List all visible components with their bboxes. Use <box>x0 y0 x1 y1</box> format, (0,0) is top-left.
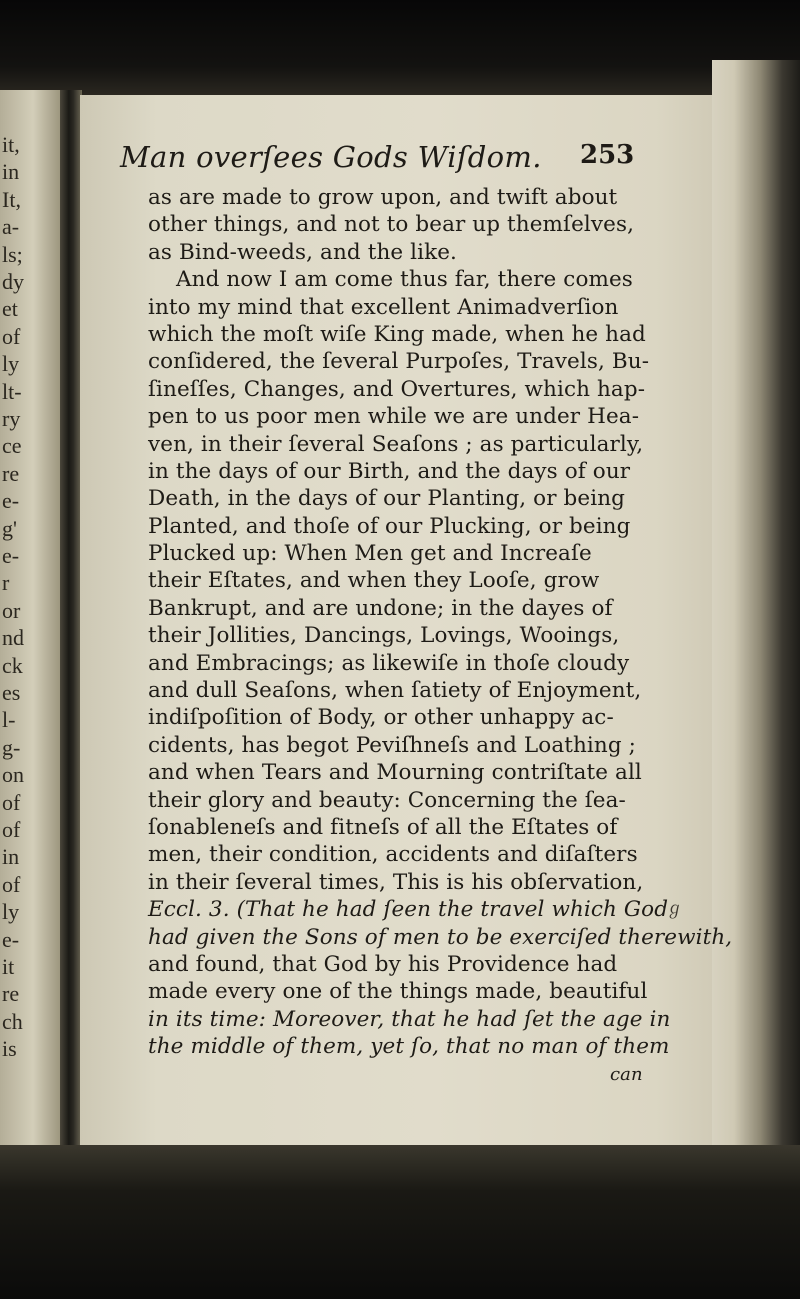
text-line: conſidered, the ſeveral Purpoſes, Travels, Bu- <box>148 349 650 375</box>
facing-page-fragment: e- <box>2 543 20 568</box>
text-line: in the days of our Birth, and the days of our <box>148 458 631 484</box>
margin-mark: ℊ <box>666 899 683 918</box>
facing-page-fragment: r <box>2 570 10 596</box>
text-line: and found, that God by his Providence had <box>148 951 618 977</box>
facing-page-fragment: ch <box>2 1008 23 1034</box>
text-line: their glory and beauty: Concerning the ſea- <box>148 787 626 813</box>
body-text <box>148 184 733 1088</box>
facing-page-fragment: ly <box>2 351 20 377</box>
text-line: Death, in the days of our Planting, or being <box>148 486 626 512</box>
facing-page-fragment: nd <box>2 625 24 651</box>
text-line: Bankrupt, and are undone; in the dayes of <box>148 595 613 621</box>
text-line: and when Tears and Mourning contriſtate all <box>148 760 642 786</box>
text-line: Planted, and thoſe of our Plucking, or being <box>148 513 631 539</box>
facing-page-fragment: ck <box>2 652 23 678</box>
text-line: other things, and not to bear up themſelves, <box>148 212 635 238</box>
facing-page-fragment: dy <box>2 269 24 294</box>
running-header <box>120 140 700 180</box>
text-line: ſineſſes, Changes, and Overtures, which hap- <box>148 376 646 402</box>
text-line: into my mind that excellent Animadverſion <box>148 294 619 320</box>
text-line: men, their condition, accidents and diſaſters <box>148 842 638 868</box>
facing-page-fragment: et <box>2 296 18 322</box>
facing-page-fragment: e- <box>2 926 20 952</box>
facing-page-fragment: it, <box>2 132 20 157</box>
facing-page-fragment: e- <box>2 488 20 514</box>
facing-page-fragment: of <box>2 789 21 815</box>
text-line: pen to us poor men while we are under Hea- <box>148 404 640 430</box>
facing-page-fragment: g- <box>2 734 21 760</box>
facing-page-fragment: it <box>2 954 15 979</box>
text-line: in its time: Moreover, that he had ſet the age in <box>148 1006 671 1032</box>
text-line: and dull Seaſons, when ſatiety of Enjoyment, <box>148 678 642 704</box>
facing-page-fragment: of <box>2 323 21 349</box>
text-line: indiſpoſition of Body, or other unhappy ac- <box>148 705 614 731</box>
facing-page-fragment: in <box>2 159 20 185</box>
facing-page-fragment: g' <box>2 515 17 541</box>
running-title: Man overſees Gods Wiſdom. <box>120 140 542 174</box>
text-line: the middle of them, yet ſo, that no man of them <box>148 1034 670 1060</box>
facing-page-fragment: is <box>2 1036 17 1062</box>
book-gutter <box>60 90 82 1155</box>
text-line: and Embracings; as likewiſe in thoſe cloudy <box>148 650 630 676</box>
top-shadow <box>0 0 800 95</box>
bottom-shadow <box>0 1145 800 1299</box>
facing-page-fragment: in <box>2 844 20 870</box>
facing-page-fragment: ls; <box>2 241 23 267</box>
text-line: ſonableneſs and fitneſs of all the Eſtates of <box>148 814 618 840</box>
text-line: their Jollities, Dancings, Lovings, Wooings, <box>148 623 620 649</box>
facing-page-fragment: a- <box>2 214 20 240</box>
text-line: can <box>610 1063 643 1085</box>
text-line: had given the Sons of men to be exerciſed therewith, <box>148 924 733 950</box>
text-line: in their ſeveral times, This is his obſervation, <box>148 869 644 895</box>
facing-page-fragment: of <box>2 817 21 842</box>
text-line: as are made to grow upon, and twift about <box>148 185 618 210</box>
text-line: their Eſtates, and when they Looſe, grow <box>148 568 600 594</box>
text-line: which the moſt wiſe King made, when he had <box>148 321 646 347</box>
facing-page-fragment: l- <box>2 707 16 733</box>
facing-page-fragment: or <box>2 597 21 623</box>
facing-page-fragment: ly <box>2 899 20 925</box>
text-line: made every one of the things made, beautiful <box>148 979 648 1005</box>
facing-page-fragment: It, <box>2 186 21 212</box>
text-line: Plucked up: When Men get and Increaſe <box>148 541 592 567</box>
text-line: And now I am come thus far, there comes <box>176 267 633 293</box>
facing-page-edge <box>0 90 60 1155</box>
page-number: 253 <box>580 140 635 170</box>
text-line: cidents, has begot Peviſhneſs and Loathing ; <box>148 732 636 758</box>
text-line: as Bind-weeds, and the like. <box>148 239 457 265</box>
facing-page-fragment: re <box>2 460 20 486</box>
facing-page-fragment: ce <box>2 433 22 459</box>
facing-page-fragment: re <box>2 981 20 1007</box>
text-line: Eccl. 3. (That he had ſeen the travel which God <box>148 897 669 923</box>
facing-page-fragment: of <box>2 871 21 897</box>
facing-page-fragment: ry <box>2 406 21 431</box>
facing-page-fragment: lt- <box>2 378 22 404</box>
text-line: ven, in their ſeveral Seaſons ; as particularly, <box>148 431 644 457</box>
facing-page-fragment: on <box>2 762 24 788</box>
facing-page-fragment: es <box>2 680 21 705</box>
